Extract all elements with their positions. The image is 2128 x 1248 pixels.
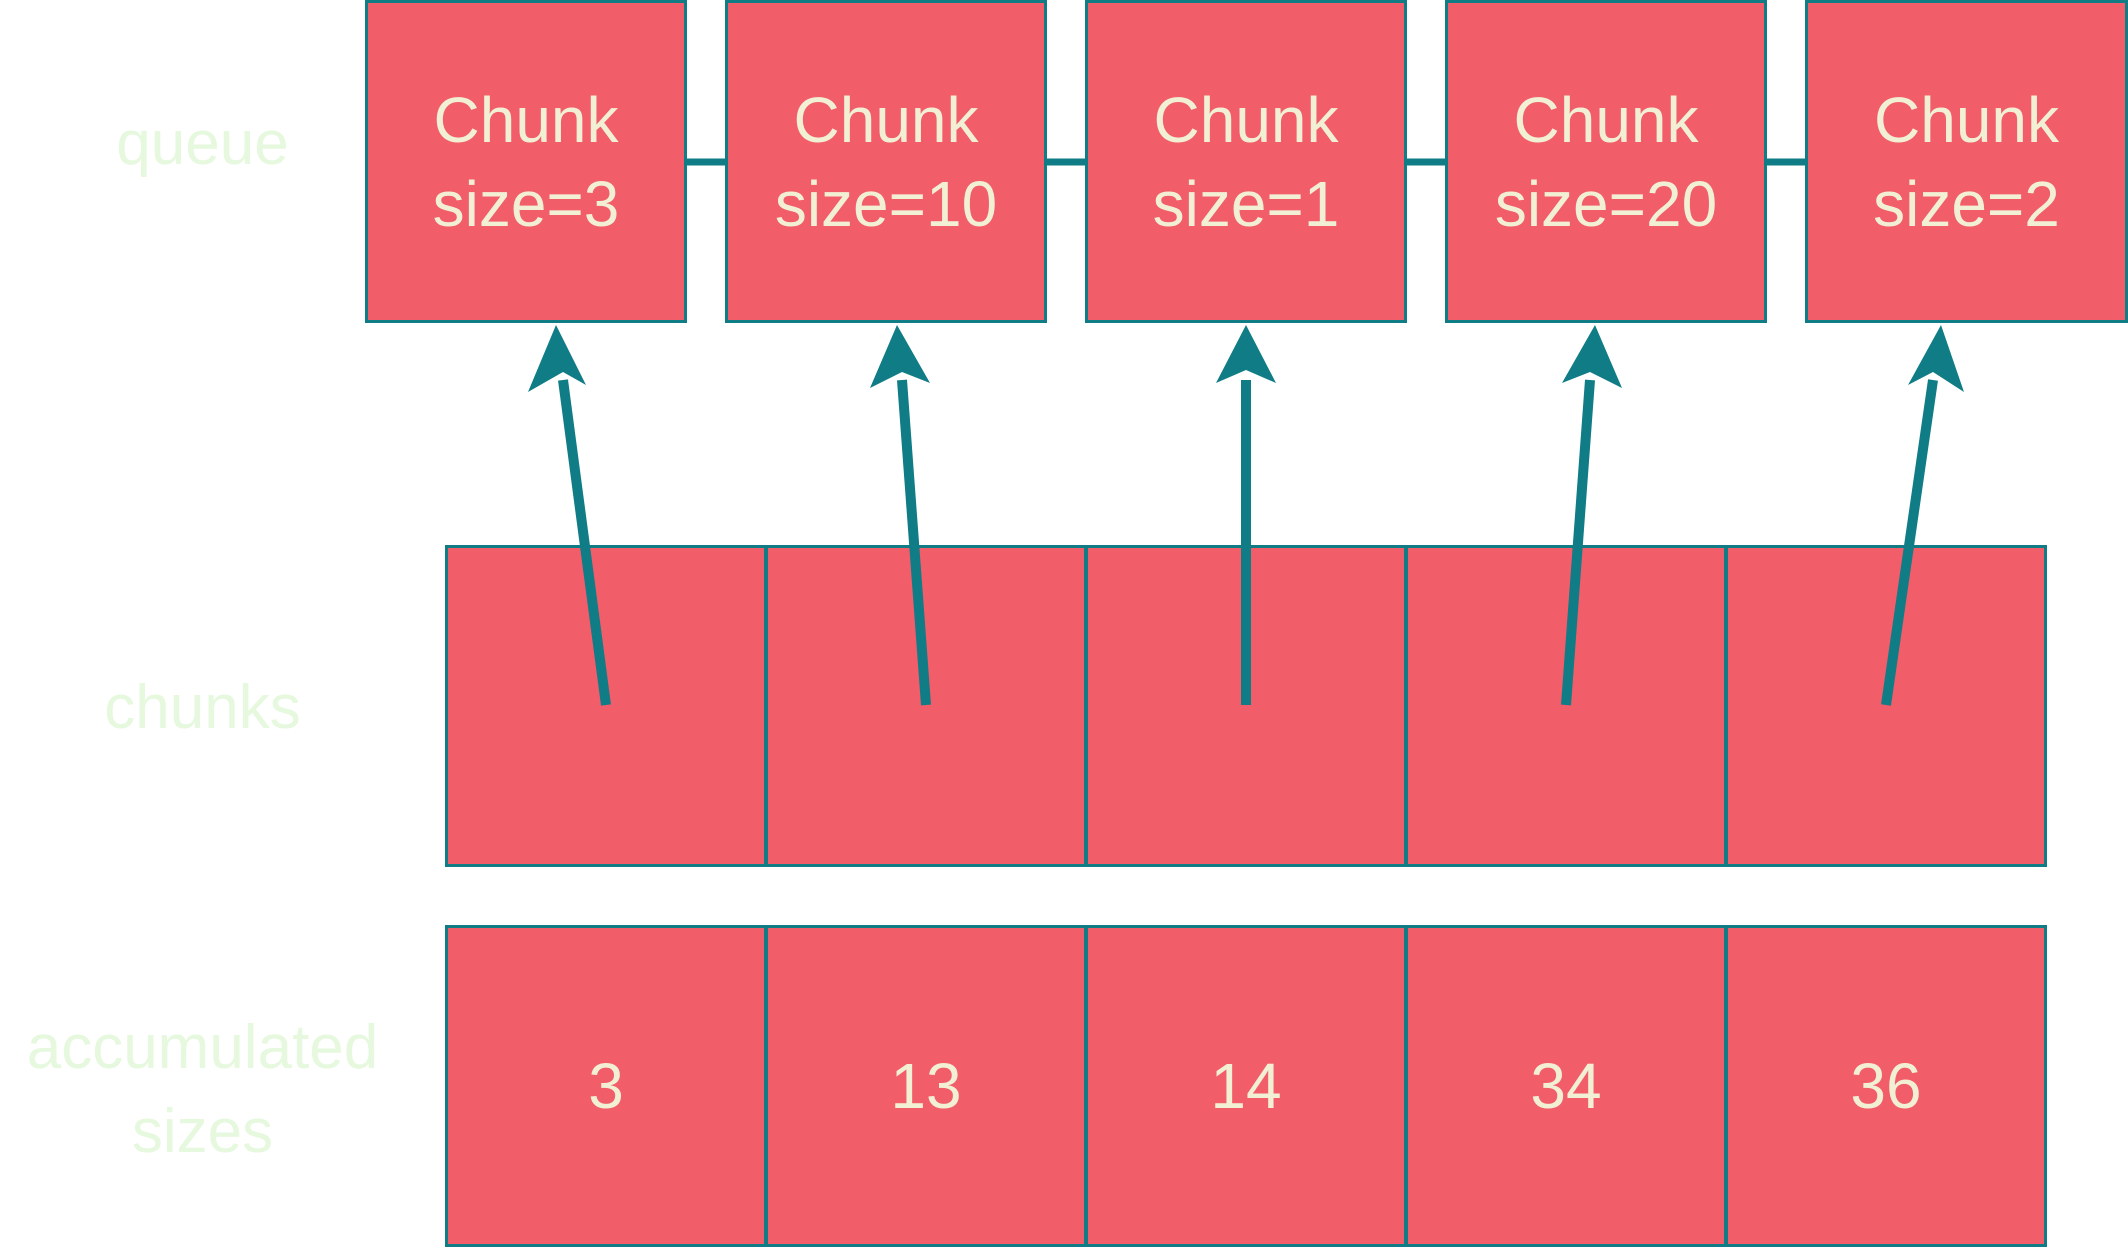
accumulated-value-2: 13: [890, 1050, 962, 1122]
chunks-label: chunks: [104, 673, 301, 742]
queue-node-2-title: Chunk: [793, 83, 979, 156]
arrow-chunk-1: [528, 325, 606, 705]
queue-node-1-title: Chunk: [433, 83, 619, 156]
queue-label: queue: [116, 109, 289, 178]
arrow-chunk-4: [1562, 325, 1622, 705]
queue-node-5-title: Chunk: [1874, 83, 2059, 156]
arrow-chunk-5: [1886, 325, 1964, 705]
queue-node-1-size: size=3: [432, 167, 620, 240]
queue-node-2-size: size=10: [774, 167, 998, 240]
queue-node-4-title: Chunk: [1513, 83, 1699, 156]
queue-node-3-title: Chunk: [1153, 83, 1339, 156]
arrow-chunk-2: [870, 325, 930, 705]
accumulated-value-1: 3: [588, 1050, 624, 1122]
accumulated-value-4: 34: [1530, 1050, 1602, 1122]
accumulated-label-line1: accumulated: [26, 1013, 379, 1082]
accumulated-value-5: 36: [1850, 1050, 1922, 1122]
queue-node-5-size: size=2: [1873, 167, 2060, 240]
queue-node-3-size: size=1: [1152, 167, 1340, 240]
accumulated-label-line2: sizes: [131, 1097, 274, 1166]
arrow-chunk-3: [1216, 325, 1276, 705]
queue-node-4-size: size=20: [1494, 167, 1718, 240]
accumulated-value-3: 14: [1210, 1050, 1282, 1122]
